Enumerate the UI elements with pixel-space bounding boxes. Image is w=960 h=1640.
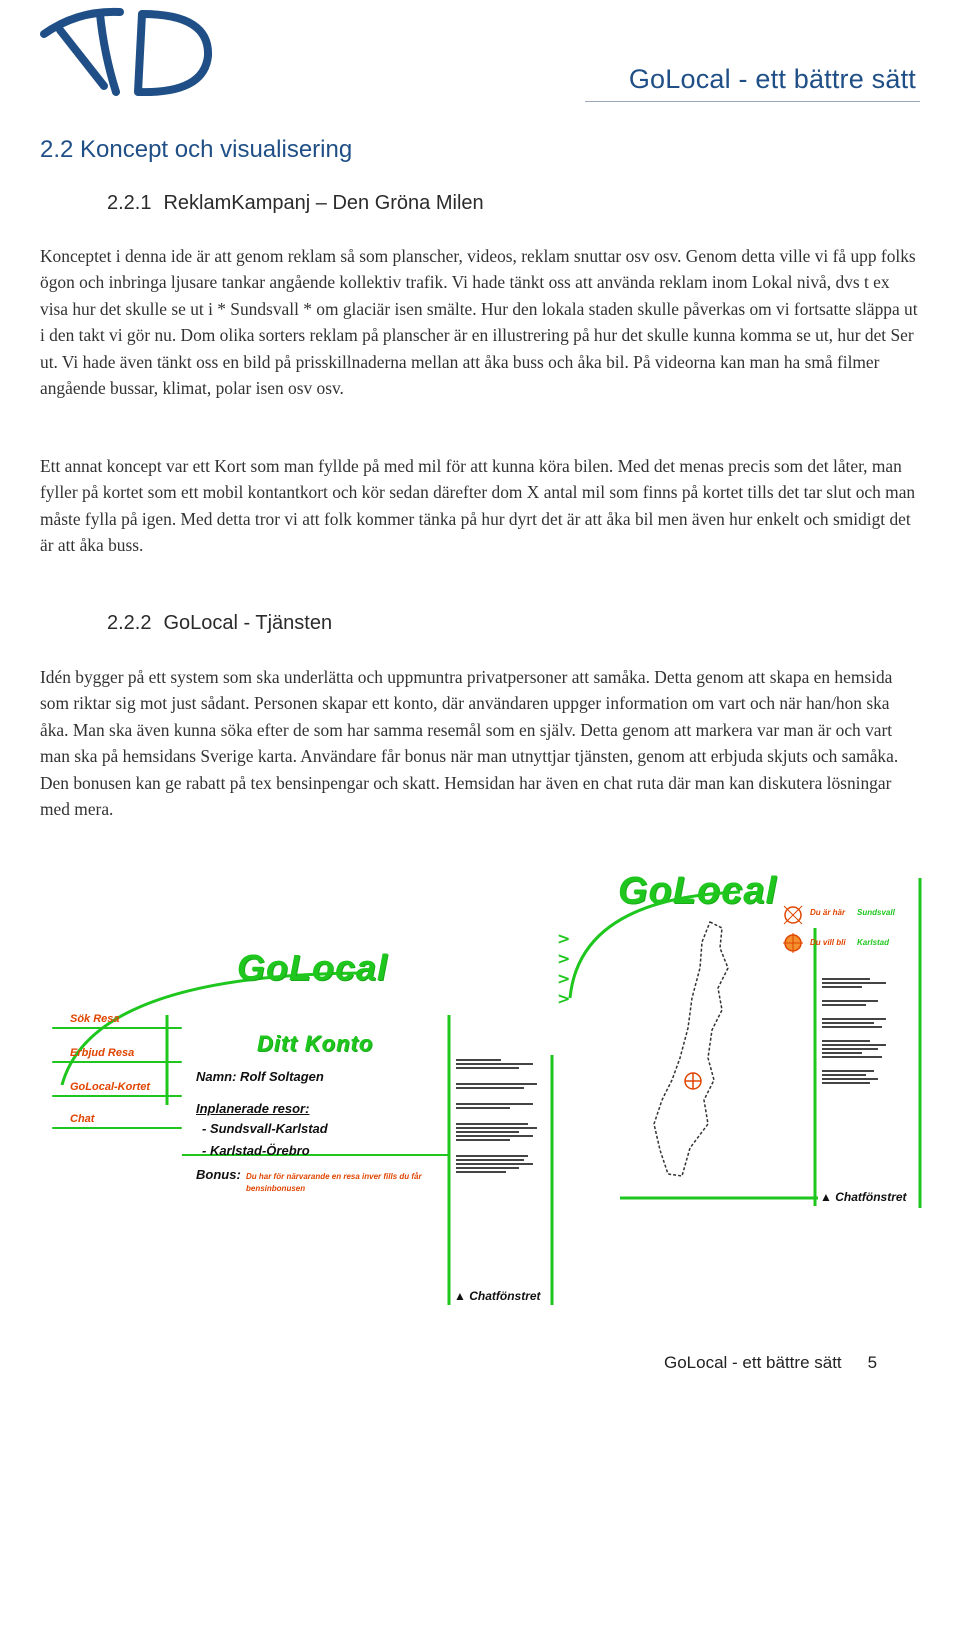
trip-item[interactable]: - Sundsvall-Karlstad [202,1121,328,1136]
footer-title: GoLocal - ett bättre sätt [664,1353,842,1372]
subsection-title: ReklamKampanj – Den Gröna Milen [163,192,484,214]
legend-label-2: Du vill bli [810,938,846,947]
mockup-right [560,868,930,1223]
paragraph-service: Idén bygger på ett system som ska underlätta och uppmuntra privatpersoner att samåka. Detta genom att skapa en hemsida som riktar sig mot just sådant. Personen skapar ett konto, där användaren uppger information om vart och när han/hon ska åka. Man ska även kunna söka efter de som har samma resemål som en själv. Detta genom att markera var man är och vart man ska på hemsidans Sverige karta. Användare får bonus när man utnyttjar tjänsten, genom att erbjuda skjuts och samåka. Den bonusen kan ge rabatt på tex bensinpengar och skatt. Hemsidan har även en chat ruta där man kan diskutera lösningar med mera. [40,667,899,820]
subsection-heading-1 [107,192,484,215]
header-title: GoLocal - ett bättre sätt [628,64,916,94]
ttd-logo-icon [38,4,218,96]
subsection-number: 2.2.1 [107,192,152,214]
bonus-text: Du har för närvarande en resa inver fills du får bensinbonusen [246,1172,422,1193]
subsection-number: 2.2.2 [107,612,152,634]
sweden-map-icon [650,918,760,1183]
menu-item-erbjud-resa[interactable]: Erbjud Resa [52,1045,182,1061]
menu-item-chat[interactable]: Chat [52,1111,182,1127]
subsection-title: GoLocal - Tjänsten [163,612,333,634]
mockup-brand: GoLocal [618,870,778,912]
legend-place-2: Karlstad [857,938,890,947]
legend-place-1: Sundsvall [857,908,895,917]
paragraph-campaign: Konceptet i denna ide är att genom reklam så som planscher, videos, reklam snuttar osv osv. Genom detta ville vi få upp folks ögon och inbringa ljusare tankar angående kollektiv trafik. Vi hade tänkt oss att använda reklam inom Lokal nivå, dvs t ex visa hur det skulle se ut i * Sundsvall * om glaciär isen smälte. Hur den lokala staden skulle påverkas om vi fortsatte släppa ut i den takt vi gör nu. Dom olika sorters reklam på planscher är en illustrering på hur det skulle kunna komma se ut, hur det Ser ut. Vi hade även tänkt oss en bild på prisskillnaderna mellan att åka buss och åka bil. På videorna kan man ha små filmer angående bussar, klimat, polar isen osv osv. [40,246,918,399]
chat-label: Chatfönstret [835,1190,907,1204]
chat-window-toggle-left[interactable]: ▲ Chatfönstret [454,1289,541,1303]
planned-trips-heading: Inplanerade resor: [196,1101,310,1116]
target-orange-icon [782,932,804,954]
chat-log [456,1057,546,1175]
account-name: Namn: Rolf Soltagen [196,1069,324,1084]
chat-log [822,976,902,1086]
chat-label: Chatfönstret [469,1289,541,1303]
header-divider [585,101,920,102]
menu-item-golocal-kortet[interactable]: GoLocal-Kortet [52,1079,182,1095]
mockup-brand: GoLocal [237,947,389,988]
section-heading: 2.2 Koncept och visualisering [40,136,353,163]
paragraph-card: Ett annat koncept var ett Kort som man fyllde på med mil för att kunna köra bilen. Med det menas precis som det låter, man fyller på kortet som ett mobil kontantkort och kör sedan därefter dom X antal mil som finns på kortet tills det tar slut och man måste fylla på igen. Med detta tror vi att folk kommer tänka på hur dyrt det är att åka bil men även hur enkelt och smidigt det är att åka buss. [40,456,916,556]
menu-item-sok-resa[interactable]: Sök Resa [52,1011,182,1027]
subsection-heading-2 [107,612,332,635]
page-footer [664,1353,877,1373]
mockup-left: > > > > GoLocal Sök Resa Erbjud Resa GoLocal-Kortet Chat Ditt Konto Namn: Rolf Soltagen Inplanerade resor: - Sundsvall-Karlstad - Karlstad-Örebro Bonus: Du har för närvarande en resa inver fills du får bensinbonusen ▲ Chatfönstret [52,945,562,1313]
legend-label-1: Du är här [810,908,846,917]
page-number: 5 [867,1353,878,1372]
account-title: Ditt Konto [257,1031,374,1056]
bonus-label: Bonus: [196,1167,241,1182]
chat-window-toggle-right[interactable]: ▲ Chatfönstret [820,1190,907,1204]
trip-item[interactable]: - Karlstad-Örebro [202,1143,310,1158]
target-green-icon [782,904,804,926]
